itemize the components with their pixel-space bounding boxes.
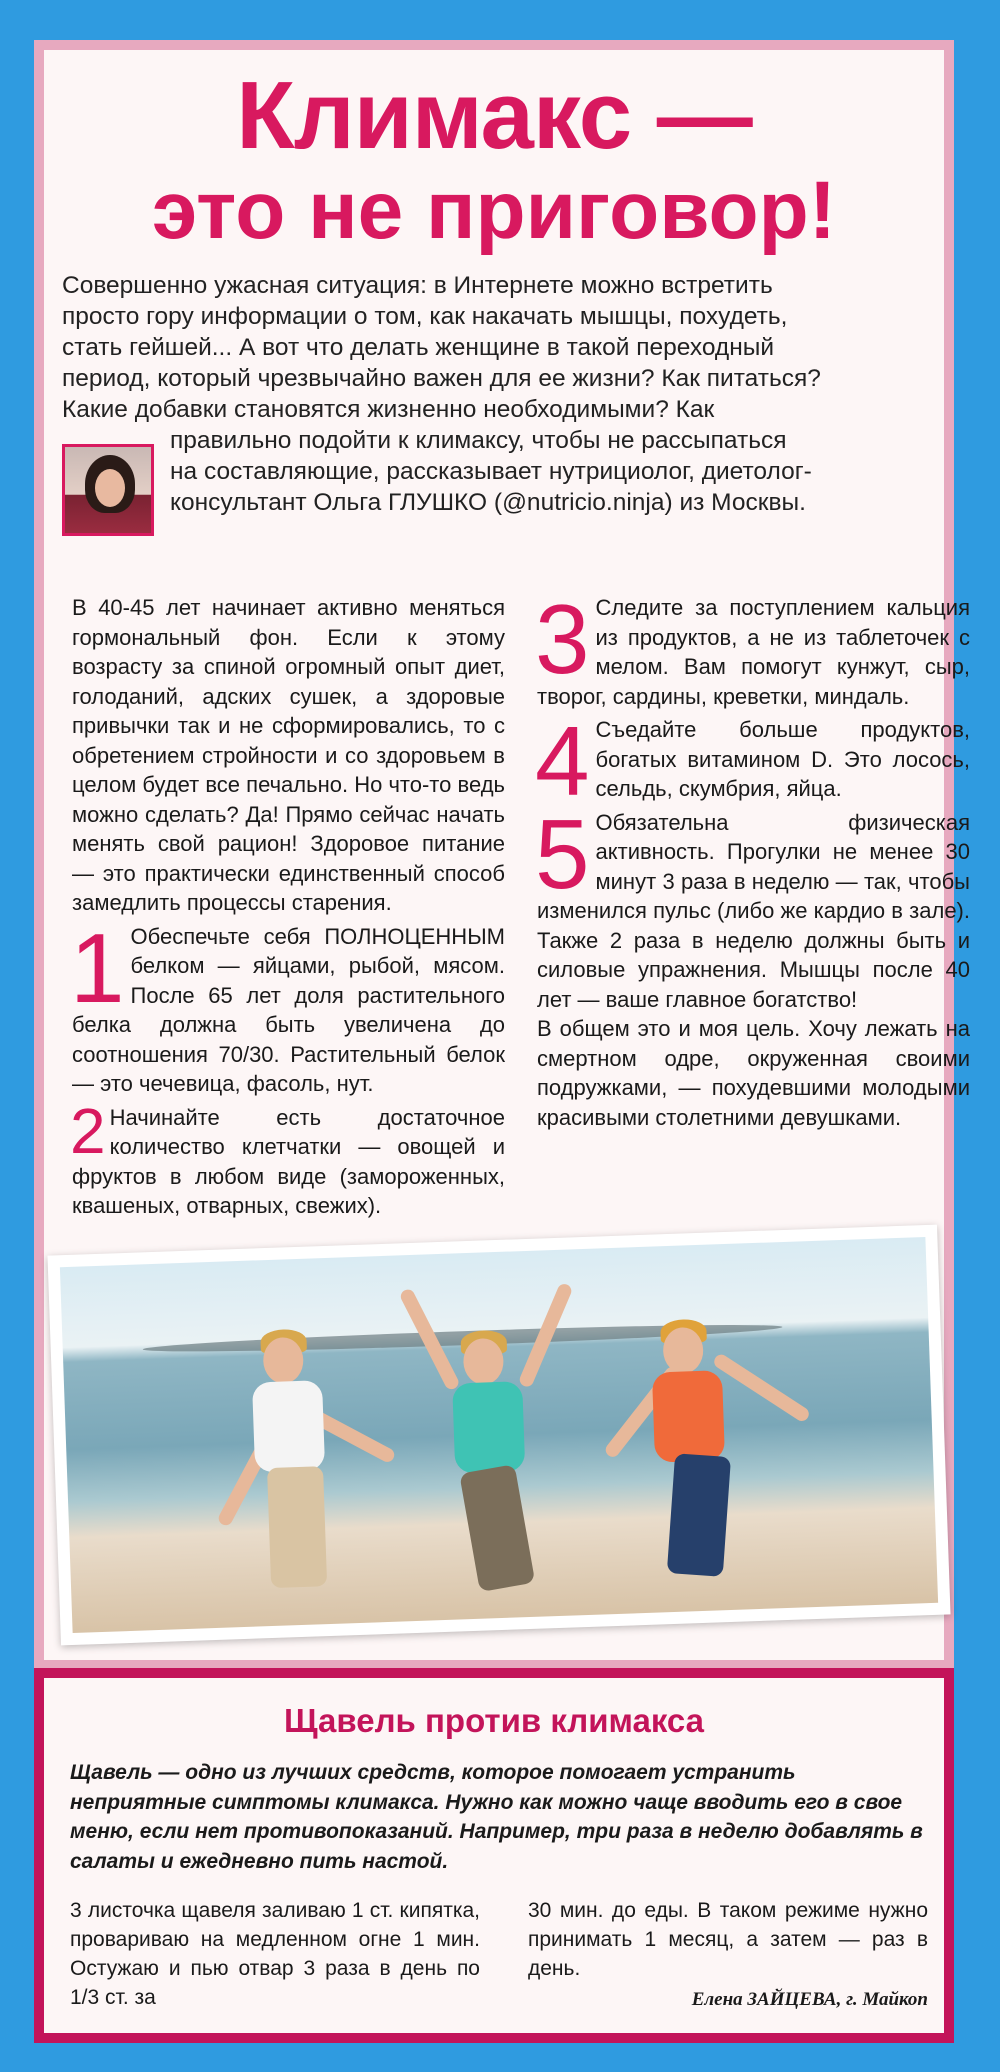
recipe-column-1: 3 листочка щавеля заливаю 1 ст. кипятка, провариваю на медленном огне 1 мин. Остужаю и пью отвар 3 раза в день по 1/3 ст. за	[70, 1899, 480, 2009]
tip-4	[535, 706, 970, 816]
tip-number-3: 3	[535, 584, 590, 694]
tip-2	[70, 1094, 505, 1221]
lead-line: просто гору информации о том, как накачать мышцы, похудеть,	[62, 303, 788, 330]
photo-scene	[60, 1237, 938, 1633]
head	[262, 1337, 304, 1384]
tip-1	[70, 912, 505, 1099]
shirt	[452, 1381, 525, 1473]
author-portrait	[62, 444, 154, 536]
headline-line-2: это не приговор!	[151, 165, 837, 256]
tip-1-text: Обеспечьте себя ПОЛНОЦЕННЫМ белком — яйцами, рыбой, мясом. После 65 лет доля растительного белка должна быть увеличена до соотношения 70/30. Растительный белок — это чечевица, фасоль, нут.	[72, 923, 505, 1096]
tip-number-4: 4	[535, 706, 590, 816]
right-column	[535, 584, 970, 1132]
tip-5-text: Обязательна физическая активность. Прогулки не менее 30 минут 3 раза в неделю — так, чтобы изменился пульс (либо же кардио в зале). Также 2 раза в неделю должны быть и силовые упражнения. Мышцы после 40 лет — ваше главное богатство!	[537, 809, 970, 1012]
pants	[459, 1464, 535, 1592]
left-column	[72, 593, 505, 1221]
shirt	[652, 1370, 725, 1462]
sidebar-intro: Щавель — одно из лучших средств, которое помогает устранить неприятные симптомы климакса. Нужно как можно чаще вводить его в свое меню, если нет противопоказаний. Например, три раза в неделю добавлять в салаты и ежедневно пить настой.	[70, 1761, 923, 1873]
lead-paragraph	[62, 270, 947, 518]
tip-4-text: Съедайте больше продуктов, богатых витамином D. Это лосось, сельдь, скумбрия, яйца.	[595, 717, 970, 801]
intro-paragraph: В 40-45 лет начинает активно меняться гормональный фон. Если к этому возрасту за спиной огромный опыт диет, голоданий, адских сушек, а здоровые привычки так и не сформировались, то с обретением стройности и со здоровьем в целом будет все печально. Но что-то ведь можно сделать? Да! Прямо сейчас начать менять свой рацион! Здоровое питание — это практически единственный способ замедлить процессы старения.	[72, 595, 505, 915]
recipe-column-2	[528, 1896, 928, 2014]
portrait-face	[95, 469, 125, 507]
pants	[667, 1453, 731, 1577]
tip-number-1: 1	[70, 912, 125, 1023]
sorrel-sidebar	[34, 1668, 954, 2043]
lead-line: консультант Ольга ГЛУШКО (@nutricio.ninja) из Москвы.	[170, 489, 806, 516]
sidebar-title: Щавель против климакса	[283, 1702, 705, 1739]
lead-line: период, который чрезвычайно важен для ее жизни? Как питаться?	[62, 365, 821, 392]
tip-3	[535, 584, 970, 711]
headline-line-1: Климакс —	[236, 62, 752, 169]
lead-line: стать гейшей... А вот что делать женщине в такой переходный	[62, 334, 775, 361]
tip-number-5: 5	[535, 798, 590, 909]
beach-photo	[47, 1225, 950, 1646]
pants	[267, 1466, 327, 1588]
headline	[44, 62, 944, 256]
head	[463, 1338, 505, 1385]
lead-line: на составляющие, рассказывает нутрициолог, диетолог-	[170, 458, 812, 485]
tip-3-text: Следите за поступлением кальция из продуктов, а не из таблеточек с мелом. Вам помогут кунжут, сыр, творог, сардины, креветки, миндаль.	[537, 595, 970, 709]
tip-2-text: Начинайте есть достаточное количество клетчатки — овощей и фруктов в любом виде (замороженных, квашеных, отварных, свежих).	[72, 1104, 505, 1218]
lead-line: Совершенно ужасная ситуация: в Интернете можно встретить	[62, 272, 773, 299]
arm	[712, 1352, 812, 1424]
lead-line: Какие добавки становятся жизненно необходимыми? Как	[62, 396, 715, 423]
head	[662, 1327, 704, 1374]
tip-number-2: 2	[70, 1094, 106, 1167]
letter-author: Елена ЗАЙЦЕВА, г. Майкоп	[691, 1989, 928, 2010]
shirt	[252, 1380, 325, 1472]
closing-paragraph: В общем это и моя цель. Хочу лежать на смертном одре, окруженная своими подружками, — похудевшими молодыми красивыми столетними девушками.	[537, 1016, 970, 1130]
tip-5	[535, 798, 970, 1015]
lead-line: правильно подойти к климаксу, чтобы не рассыпаться	[170, 427, 787, 454]
recipe-text-2: 30 мин. до еды. В таком режиме нужно принимать 1 месяц, а затем — раз в день.	[528, 1899, 928, 1980]
